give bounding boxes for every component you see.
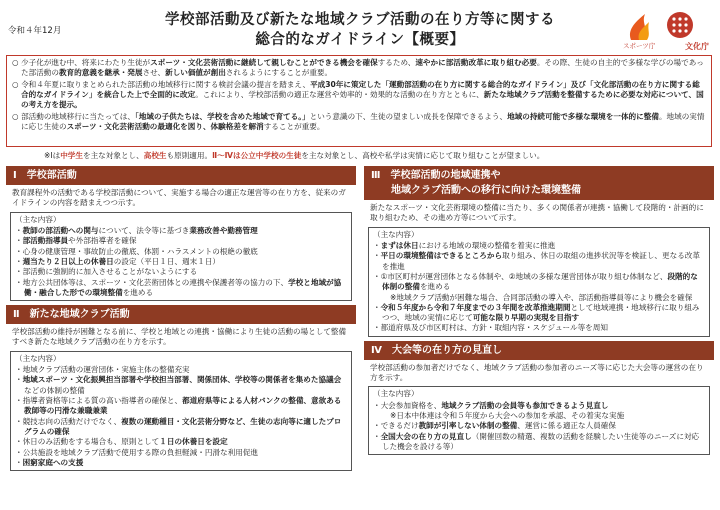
page-title	[120, 10, 600, 50]
list-item: ・地方公共団体等は、スポーツ・文化芸術団体との連携や保護者等の協力の下、学校と地域が協働・融合した形での環境整備を進める	[15, 277, 342, 297]
list-item: ・できるだけ教師が引率しない体制の整備、運営に係る適正な人員確保	[373, 421, 616, 431]
section-1-heading: Ⅰ 学校部活動	[6, 166, 356, 185]
culture-agency-label: 文化庁	[685, 42, 709, 51]
list-item: ・指導者資格等による質の高い指導者の確保と、都道府県等による人材バンクの整備、意欲ある教師等の円滑な兼職兼業	[15, 396, 342, 416]
left-column	[6, 166, 356, 475]
logo-area	[619, 8, 714, 54]
list-item: ・地域クラブ活動の運営団体・実施主体の整備充実	[15, 365, 190, 375]
section-3-caption: （主な内容）	[373, 229, 419, 239]
culture-dots-icon	[665, 10, 695, 40]
list-item-note: ※日本中体連は令和５年度から大会への参加を承認、その着実な実施	[390, 411, 625, 420]
list-item: ・困窮家庭への支援	[15, 457, 84, 467]
list-item: ・休日のみ活動をする場合も、原則として１日の休養日を設定	[15, 437, 228, 447]
summary-paragraph-2: ○ 令和４年夏に取りまとめられた部活動の地域移行に関する検討会議の提言を踏まえ、平成30年に策定した「運動部活動の在り方に関する総合的なガイドライン」及び「文化部活動の在り方に関する総合的なガイドライン」を統合した上で全面的に改定。これにより、学校部活動の適正な運営や効率的・効果的な活動の在り方とともに、新たな地域クラブ活動を整備するために必要な対応について、国の考え方を提示。	[12, 79, 704, 110]
summary-paragraph-1: ○ 少子化が進む中、将来にわたり生徒がスポーツ・文化芸術活動に継続して親しむことができる機会を確保するため、速やかに部活動改革に取り組む必要。その際、生徒の自主的で多様な学びの場であった部活動の教育的意義を継承・発展させ、新しい価値が創出されるようにすることが重要。	[12, 58, 704, 78]
list-item: ・都道府県及び市区町村は、方針・取組内容・スケジュール等を周知	[373, 323, 608, 333]
section-1-contents	[10, 212, 352, 302]
list-item: ・まずは休日における地域の環境の整備を着実に推進	[373, 240, 556, 250]
title-line-2: 総合的なガイドライン【概要】	[255, 32, 465, 48]
sports-agency-logo	[621, 10, 657, 50]
right-column	[364, 166, 714, 459]
scope-note: ※Ⅰは中学生を主な対象とし、高校生も原則適用。Ⅱ～Ⅳは公立中学校の生徒を主な対象とし、高校や私学は実情に応じて取り組むことが望ましい。	[44, 151, 545, 160]
list-item: ・心身の健康管理・事故防止の徹底、体罰・ハラスメントの根絶の徹底	[15, 246, 258, 256]
list-item: ・部活動に強制的に加入させることがないようにする	[15, 267, 198, 277]
summary-box	[6, 55, 712, 147]
title-line-1: 学校部活動及び新たな地域クラブ活動の在り方等に関する	[165, 12, 555, 28]
section-4-caption: （主な内容）	[373, 389, 419, 399]
list-item: ・令和５年度から令和７年度までの３年間を改革推進期間として地域連携・地域移行に取り組みつつ、地域の実情に応じて可能な限り早期の実現を目指す	[373, 302, 700, 323]
section-2-caption: （主な内容）	[15, 353, 61, 363]
list-item: ・教師の部活動への関与について、法令等に基づき業務改善や勤務管理	[15, 225, 258, 235]
section-2-intro: 学校部活動の維持が困難となる前に、学校と地域との連携・協働により生徒の活動の場として整備すべき新たな地域クラブ活動の在り方を示す。	[12, 327, 347, 347]
section-4-contents	[368, 386, 710, 455]
section-1-caption: （主な内容）	[15, 214, 61, 224]
culture-agency-logo	[665, 10, 713, 52]
list-item: ・地域スポーツ・文化振興担当部署や学校担当部署、関係団体、学校等の関係者を集めた協議会などの体制の整備	[15, 375, 342, 395]
sports-agency-label: スポーツ庁	[623, 42, 656, 50]
list-item: ・競技志向の活動だけでなく、複数の運動種目・文化芸術分野など、生徒の志向等に適したプログラムの確保	[15, 416, 342, 436]
section-4-heading: Ⅳ 大会等の在り方の見直し	[364, 341, 714, 360]
list-item: ・大会参加資格を、地域クラブ活動の会員等も参加できるよう見直し	[373, 400, 609, 410]
list-item: ・公共施設を地域クラブ活動で使用する際の負担軽減・円滑な利用促進	[15, 447, 258, 457]
sports-flame-icon	[621, 10, 657, 42]
section-2-contents	[10, 351, 352, 471]
section-4-intro: 学校部活動の参加者だけでなく、地域クラブ活動の参加者のニーズ等に応じた大会等の運営の在り方を示す。	[370, 362, 704, 383]
summary-paragraph-3: ○ 部活動の地域移行に当たっては、「地域の子供たちは、学校を含めた地域で育てる。」という意識の下、生徒の望ましい成長を保障できるよう、地域の持続可能で多様な環境を一体的に整備。地域の実情に応じ生徒のスポーツ・文化芸術活動の最適化を図り、体験格差を解消することが重要。	[12, 111, 705, 131]
list-item: ・週当たり２日以上の休養日の設定（平日１日、週末１日）	[15, 256, 221, 266]
section-3-contents	[368, 227, 710, 337]
list-item: ・全国大会の在り方の見直し（開催回数の精選、複数の活動を経験したい生徒等のニーズに対応した機会を設ける等）	[373, 431, 700, 451]
section-1-intro: 教育課程外の活動である学校部活動について、実施する場合の適正な運営等の在り方を、従来のガイドラインの内容を踏まえつつ示す。	[12, 188, 346, 208]
list-item: ・部活動指導員や外部指導者を確保	[15, 236, 137, 246]
date-label: 令和４年12月	[8, 26, 62, 36]
section-3-intro: 新たなスポーツ・文化芸術環境の整備に当たり、多くの関係者が連携・協働して段階的・計画的に取り組むため、その進め方等について示す。	[370, 203, 704, 223]
list-item: ・平日の環境整備はできるところから取り組み、休日の取組の進捗状況等を検証し、更なる改革を推進	[373, 251, 700, 271]
list-item-note: ※地域クラブ活動が困難な場合、合同部活動の導入や、部活動指導員等により機会を確保	[390, 292, 693, 302]
section-3-heading: Ⅲ 学校部活動の地域連携や 地域クラブ活動への移行に向けた環境整備	[364, 166, 714, 200]
list-item: ・①市区町村が運営団体となる体制や、②地域の多様な運営団体が取り組む体制など、段階的な体制の整備を進める	[373, 271, 698, 292]
section-2-heading: Ⅱ 新たな地域クラブ活動	[6, 305, 356, 324]
